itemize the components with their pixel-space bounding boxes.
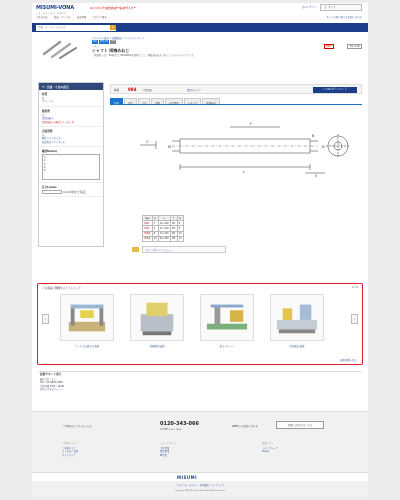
filter-heat-treatment: [39, 107, 103, 127]
list-item[interactable]: 4: [44, 159, 46, 163]
label-m: M: [168, 145, 171, 149]
filter-option[interactable]: 高周波焼入: [42, 117, 54, 121]
table-header: L: [158, 216, 170, 221]
table-cell[interactable]: PSFJS: [144, 237, 151, 241]
header-link-3[interactable]: カタログ請求: [92, 16, 107, 19]
table-cell: 6: [152, 226, 158, 231]
filter-option[interactable]: ステンレス: [42, 100, 54, 104]
pdf-button[interactable]: PDF: [324, 44, 334, 49]
footer-legal-links[interactable]: プライバシーポリシー｜利用規約｜サイトマップ: [176, 484, 224, 487]
recommend-card[interactable]: [130, 294, 184, 352]
machine-image: [200, 294, 254, 341]
footer-col-heading: ご利用について: [62, 442, 79, 445]
recommend-section: [37, 283, 363, 365]
filter-surface: [39, 127, 103, 147]
price-row: [110, 84, 362, 94]
filter-option[interactable]: なし: [42, 134, 47, 138]
site-inquiry-link[interactable]: サイト全般に関するお問い合わせ: [326, 16, 362, 19]
table-cell: M4: [172, 232, 176, 236]
support-section: [40, 372, 240, 392]
recommend-footer-link[interactable]: 自動化事例一覧へ: [339, 359, 357, 362]
filter-label: 軸径D(mm): [42, 150, 58, 154]
diameter-listbox[interactable]: [42, 154, 100, 180]
header-link-0[interactable]: 会社を知る: [36, 16, 48, 19]
footer-link[interactable]: IR情報: [160, 453, 167, 457]
table-cell: M5: [172, 237, 176, 241]
brand-name[interactable]: ミスミ: [92, 45, 100, 48]
cad-download-label: CADダウンロード: [325, 87, 348, 91]
related-banner[interactable]: フランジ付リニアブッシュ: [142, 246, 226, 253]
technical-drawing: [110, 107, 362, 213]
filter-option[interactable]: 鉄: [42, 97, 45, 100]
filter-label: 材質: [42, 93, 48, 96]
filter-option[interactable]: 高周波焼入+硬質クロムめっき: [42, 120, 74, 124]
length-input[interactable]: [42, 190, 62, 194]
cart-icon: 🛒: [324, 6, 328, 9]
footer-col-usage: [62, 442, 78, 457]
search-input[interactable]: [36, 25, 116, 31]
footer-phone: 0120-343-066: [160, 421, 199, 427]
site-logo[interactable]: MISUMI-VONA: [36, 5, 75, 11]
filter-length: [39, 183, 103, 197]
machine-image: [130, 294, 184, 341]
table-cell: M3: [172, 226, 176, 230]
table-cell: 8: [177, 226, 183, 231]
bushing-icon: [132, 247, 139, 252]
table-cell[interactable]: SFJS: [143, 226, 153, 231]
table-cell: 5: [152, 221, 158, 226]
footer-web: WEBでのお問い合わせ: [232, 425, 258, 428]
footer-question: ご不明点がございましたら: [62, 425, 93, 428]
list-item[interactable]: 8: [44, 169, 46, 173]
product-header: [32, 32, 368, 78]
table-cell: 8: [177, 221, 183, 226]
tab-part-number[interactable]: 型番: [110, 98, 123, 104]
tab-tech-info[interactable]: 技術情報: [165, 98, 183, 104]
footer-link[interactable]: 会社情報: [160, 446, 170, 450]
site-footer: [32, 411, 368, 497]
footer-col-heading: ミスミについて: [160, 442, 177, 445]
product-description: ［両端加工品］ SUJ2およびSUS440Cを素材にして、両端部を様々に加工したリニアシャフトです。: [92, 54, 196, 57]
catalog-page-code: P.1-119: [347, 44, 362, 49]
recommend-card[interactable]: [60, 294, 114, 352]
table-cell: 12: [178, 237, 182, 241]
machine-image: [270, 294, 324, 341]
length-hint: 1mm単位で指定: [62, 190, 86, 195]
filter-option[interactable]: 硬質クロムめっき: [42, 137, 61, 141]
list-item[interactable]: 3: [44, 156, 46, 160]
footer-link[interactable]: ご利用ガイド: [62, 446, 76, 450]
table-cell: 20~800: [159, 237, 169, 241]
table-cell: M3: [172, 221, 176, 225]
contact-button[interactable]: お問い合わせはこちら: [276, 421, 324, 429]
recommend-name: 加工ユニット: [219, 345, 235, 348]
spec-table: [142, 215, 184, 242]
badge-1: 標準在庫: [100, 41, 109, 44]
table-cell: 10: [153, 237, 157, 241]
table-header: F: [170, 216, 177, 221]
filter-label: 長さL(mm): [42, 186, 57, 190]
cart-button[interactable]: [320, 4, 362, 11]
search-icon[interactable]: ⚲: [111, 25, 115, 29]
page-title: シャフト 両端めねじ: [92, 48, 130, 53]
label-b: B: [312, 134, 315, 138]
recommend-name: 基板搬送装置: [149, 345, 165, 348]
header-links: [36, 15, 107, 19]
filter-option[interactable]: 低温黒色クロムめっき: [42, 140, 65, 144]
filter-title: 仕様・寸法の指定: [46, 84, 69, 89]
download-icon: ⇩: [322, 87, 326, 91]
tab-specs[interactable]: 仕様: [124, 98, 137, 104]
filter-label: 熱処理: [42, 109, 50, 113]
product-thumbnail: [40, 38, 80, 60]
table-header: Type: [143, 216, 153, 221]
volume-discount-link[interactable]: 数量スライド: [187, 89, 202, 92]
badge-2: CAD: [111, 40, 116, 43]
filter-icon: ☰: [42, 84, 45, 89]
label-f: F: [250, 122, 252, 126]
header-link-1[interactable]: 製品・サービス: [53, 16, 71, 19]
filter-material: [39, 90, 103, 107]
footer-hours: 受付時間 9:00～18:00: [160, 429, 182, 431]
support-form-link[interactable]: お問い合わせフォーム: [40, 388, 63, 392]
recommend-name: フィルム位置合せ装置: [74, 345, 100, 348]
machine-image: [60, 294, 114, 341]
spec-filter-panel: [38, 82, 104, 247]
label-l: L: [243, 170, 245, 174]
cart-label: カート: [328, 6, 336, 9]
copyright: Copyright MISUMI Corporation All Rights Reserved.: [174, 490, 226, 492]
price-label: 価格: [114, 89, 120, 92]
label-e: E: [315, 174, 318, 178]
list-item[interactable]: 5: [44, 162, 46, 166]
header-link-2[interactable]: 技術情報: [76, 16, 87, 19]
recommend-card[interactable]: [270, 294, 324, 352]
login-label: ログイン: [305, 6, 316, 9]
prev-arrow-icon[interactable]: ‹: [42, 314, 49, 324]
table-header: D: [152, 216, 158, 221]
recommend-pager: 1 / 2: [352, 286, 358, 289]
filter-diameter: [39, 147, 103, 183]
search-bar: [32, 23, 368, 32]
footer-link[interactable]: ミスミグループ: [262, 446, 278, 450]
filter-label: 表面処理: [42, 130, 53, 134]
cad-download-button[interactable]: [313, 87, 357, 94]
page: [32, 3, 368, 497]
table-cell: 15~600: [159, 232, 169, 236]
footer-link[interactable]: meviy: [262, 450, 270, 453]
footer-col-heading: 関連サイト: [262, 442, 274, 445]
footer-link[interactable]: サイトマップ: [62, 453, 76, 457]
table-cell: 10~400: [159, 221, 169, 225]
support-heading: 技術サポート窓口: [40, 372, 62, 376]
recommend-title: この商品に関連するミスミコード: [42, 287, 81, 290]
footer-link[interactable]: 採用情報: [160, 450, 170, 453]
list-item[interactable]: 6: [44, 165, 46, 169]
recommend-card[interactable]: [200, 294, 254, 352]
filter-option[interactable]: なし: [42, 113, 47, 117]
tab-dimensions[interactable]: 寸法: [138, 98, 151, 104]
user-icon: ☺: [302, 6, 305, 9]
support-company: 株式会社ミスミ: [40, 378, 57, 381]
price-suffix: 円(税抜): [143, 89, 153, 92]
logo-subtitle: ミスミのオンラインカタログ: [36, 12, 66, 15]
table-row: [143, 236, 184, 241]
tab-catalog[interactable]: カタログ: [184, 98, 202, 104]
footer-logo-bar: [32, 472, 368, 481]
footer-col-related: [262, 442, 278, 454]
label-d: D: [322, 145, 325, 149]
footer-link[interactable]: よくあるご質問: [62, 450, 79, 453]
label-c: C: [146, 140, 149, 144]
tab-related[interactable]: 関連商品: [202, 98, 220, 104]
detail-tabs: [110, 98, 362, 105]
filter-header: [39, 83, 103, 90]
table-cell: 10: [178, 232, 182, 236]
footer-col-company: [160, 442, 176, 457]
breadcrumb[interactable]: メカニカル部品 > 直動部品 > リニアシャフト >: [92, 37, 145, 40]
next-arrow-icon[interactable]: ›: [351, 314, 358, 324]
table-cell[interactable]: PSFJR: [144, 232, 151, 236]
tab-price[interactable]: 価格: [151, 98, 164, 104]
footer-logo[interactable]: MISUMI: [177, 474, 198, 480]
price-value: 994: [128, 87, 137, 92]
login-link[interactable]: [302, 5, 316, 9]
site-header: [32, 3, 368, 23]
table-cell: 10~500: [159, 226, 169, 230]
table-cell: 8: [152, 231, 158, 236]
tagline: エンジニアのための“ものづくり”: [90, 6, 136, 10]
table-cell[interactable]: SFJR: [143, 221, 153, 226]
support-hours: 受付時間 9:00～18:00: [40, 384, 64, 388]
support-tel: TEL：03-5805-7050: [40, 381, 63, 385]
recommend-name: 汎用組立装置: [289, 345, 305, 348]
table-header: B: [177, 216, 183, 221]
badge-0: 即納: [93, 41, 98, 44]
